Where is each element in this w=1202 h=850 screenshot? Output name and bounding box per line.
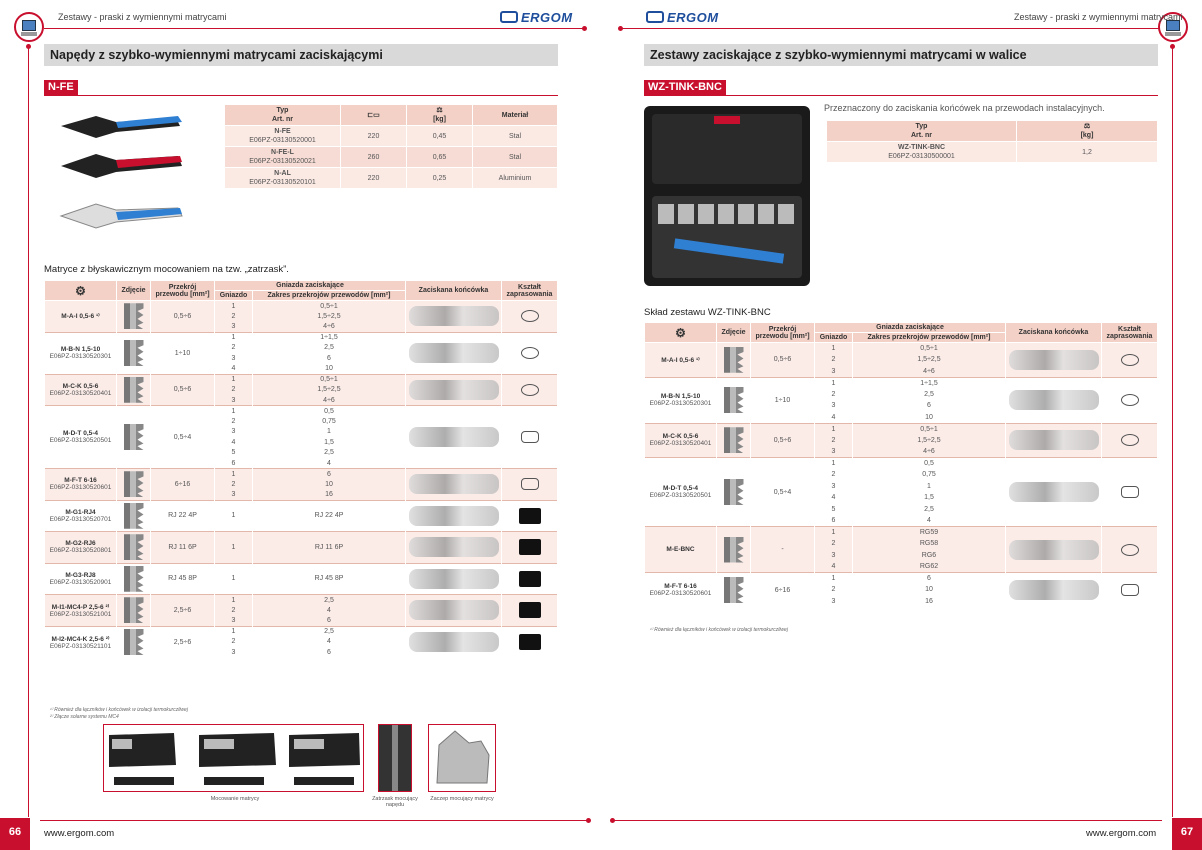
socket-number: 4 — [815, 412, 853, 424]
socket-range: 16 — [853, 596, 1006, 608]
die-section: 0,5÷6 — [151, 374, 215, 406]
table-row — [645, 527, 1158, 539]
socket-range: 0,5÷1 — [853, 423, 1006, 435]
terminal-image — [406, 332, 502, 374]
socket-number: 1 — [815, 573, 853, 585]
kit-description: Przeznaczony do zaciskania końcówek na przewodach instalacyjnych. — [824, 103, 1105, 113]
socket-range: 6 — [253, 469, 406, 480]
socket-number: 2 — [815, 469, 853, 481]
socket-range: 6 — [253, 353, 406, 364]
socket-range: 1,5÷2,5 — [853, 435, 1006, 447]
socket-range: 2,5 — [253, 595, 406, 606]
socket-range: 10 — [853, 412, 1006, 424]
die-photo — [717, 527, 751, 573]
socket-number: 2 — [815, 538, 853, 550]
dies-table-right: ⚙ Zdjęcie Przekrój przewodu [mm²] Gniazda zaciskające Zaciskana końcówka Kształt zaprasowania Gniazdo Zakres przekrojów przewodów [mm²] M-A-I 0,5-6 ¹⁾ 0,5÷6 1 0,5÷1 2 1,5÷2,5 3 4÷6 M-B-N 1,5-10 E06PZ-03130520301 1÷10 1 1÷1,5 2 2,5 3 6 4 10 M-C-K 0,5-6 E06PZ-03130520401 0,5÷6 1 0,5÷1 2 1,5÷2,5 3 4÷6 M-D-T 0,5-4 E06PZ-03130520501 0,5÷4 1 0,5 2 0,75 3 1 4 1,5 5 2,5 6 4 M-E-BNC - 1 RG59 2 RG58 3 RG6 4 RG62 M-F-T 6-16 E06PZ-03130520601 6÷16 1 6 2 10 3 16 — [644, 322, 1158, 607]
table-row — [45, 374, 558, 385]
latch-diagram — [378, 724, 412, 792]
die-photo — [117, 374, 151, 406]
die-photo — [117, 301, 151, 333]
socket-range: 1,5÷2,5 — [253, 311, 406, 322]
die-section: 0,5÷4 — [151, 406, 215, 469]
die-photo — [717, 458, 751, 527]
socket-number: 2 — [215, 416, 253, 427]
table-row: WZ-TINK-BNC E06PZ-03130500001 1,2 — [827, 142, 1158, 163]
crimp-shape-icon — [502, 595, 558, 627]
die-name: M-I2-MC4-K 2,5-6 ²⁾ E06PZ-03130521101 — [45, 626, 117, 658]
socket-range: 10 — [253, 364, 406, 375]
footer-url[interactable]: www.ergom.com — [1086, 828, 1157, 839]
die-section: 6÷16 — [751, 573, 815, 608]
socket-number: 3 — [215, 490, 253, 501]
socket-number: 2 — [815, 584, 853, 596]
die-section: 0,5÷6 — [151, 301, 215, 333]
die-icon: ⚙ — [45, 281, 117, 301]
terminal-image — [406, 374, 502, 406]
weight-icon: ⚖ — [436, 107, 443, 114]
socket-range: 0,5÷1 — [853, 343, 1006, 355]
crimp-shape-icon — [1102, 573, 1158, 608]
product-tag: N-FE — [44, 80, 78, 95]
page-title: Zestawy zaciskające z szybko-wymiennymi matrycami w walice — [644, 44, 1158, 66]
page-number: 66 — [0, 818, 30, 850]
crimp-shape-icon — [502, 469, 558, 501]
socket-number: 3 — [215, 427, 253, 438]
die-photo — [117, 469, 151, 501]
computer-icon — [14, 12, 44, 42]
die-name: M-F-T 6-16 E06PZ-03130520601 — [45, 469, 117, 501]
caption-latch: Zatrzask mocujący napędu — [372, 796, 418, 808]
socket-number: 1 — [215, 374, 253, 385]
die-section: 0,5÷4 — [751, 458, 815, 527]
socket-number: 4 — [815, 561, 853, 573]
table-row — [45, 532, 558, 564]
socket-number: 1 — [215, 406, 253, 417]
terminal-image — [406, 406, 502, 469]
socket-range: 4÷6 — [253, 395, 406, 406]
crimp-shape-icon — [502, 332, 558, 374]
socket-range: RG6 — [853, 550, 1006, 562]
die-photo — [117, 406, 151, 469]
socket-range: 4 — [853, 515, 1006, 527]
socket-number: 2 — [815, 354, 853, 366]
socket-number: 2 — [815, 389, 853, 401]
socket-number: 1 — [815, 527, 853, 539]
socket-number: 1 — [215, 469, 253, 480]
socket-range: 4 — [253, 605, 406, 616]
terminal-image — [1006, 527, 1102, 573]
socket-number: 3 — [815, 550, 853, 562]
terminal-image — [406, 301, 502, 333]
socket-range: 1÷1,5 — [853, 377, 1006, 389]
socket-range: 1÷1,5 — [253, 332, 406, 343]
terminal-image — [1006, 573, 1102, 608]
caption-mount: Mocowanie matrycy — [210, 796, 260, 802]
die-name: M-B-N 1,5-10 E06PZ-03130520301 — [645, 377, 717, 423]
crimp-shape-icon — [1102, 527, 1158, 573]
socket-range: 2,5 — [853, 389, 1006, 401]
socket-range: 10 — [853, 584, 1006, 596]
socket-range: 0,75 — [853, 469, 1006, 481]
die-name: M-G3-RJ8 E06PZ-03130520901 — [45, 563, 117, 595]
weight-icon: ⚖ — [1083, 123, 1091, 130]
socket-number: 2 — [215, 637, 253, 648]
socket-number: 4 — [215, 364, 253, 375]
socket-range: 1,5÷2,5 — [253, 385, 406, 396]
ergom-logo: ERGOM — [646, 10, 719, 25]
socket-range: 0,5÷1 — [253, 301, 406, 312]
crimp-shape-icon — [1102, 343, 1158, 378]
table-row — [645, 377, 1158, 389]
socket-number: 6 — [815, 515, 853, 527]
terminal-image — [406, 469, 502, 501]
die-name: M-A-I 0,5-6 ¹⁾ — [45, 301, 117, 333]
socket-number: 3 — [215, 647, 253, 658]
table-row — [645, 573, 1158, 585]
die-section: 2,5÷6 — [151, 626, 215, 658]
socket-range: 2,5 — [253, 626, 406, 637]
die-section: RJ 45 8P — [151, 563, 215, 595]
die-name: M-D-T 0,5-4 E06PZ-03130520501 — [45, 406, 117, 469]
terminal-image — [1006, 458, 1102, 527]
socket-range: 1 — [253, 427, 406, 438]
socket-range: 4÷6 — [853, 446, 1006, 458]
socket-number: 1 — [815, 343, 853, 355]
terminal-image — [406, 500, 502, 532]
die-name: M-F-T 6-16 E06PZ-03130520601 — [645, 573, 717, 608]
socket-range: 4 — [253, 637, 406, 648]
table-row — [45, 332, 558, 343]
footnote-2: ²⁾ Złącze solarne systemu MC4 — [50, 714, 119, 720]
table-row: N-AL E06PZ-03130520101 220 0,25 Aluminium — [225, 168, 558, 189]
socket-number: 2 — [215, 343, 253, 354]
footer-url[interactable]: www.ergom.com — [44, 828, 115, 839]
page-title: Napędy z szybko-wymiennymi matrycami zaciskającymi — [44, 44, 558, 66]
die-photo — [117, 332, 151, 374]
socket-number: 1 — [215, 332, 253, 343]
header-text: Zestawy - praski z wymiennymi matrycami — [1014, 12, 1183, 22]
socket-number: 2 — [215, 605, 253, 616]
socket-number: 3 — [815, 446, 853, 458]
crimp-shape-icon — [502, 374, 558, 406]
die-name: M-G1-RJ4 E06PZ-03130520701 — [45, 500, 117, 532]
die-photo — [717, 573, 751, 608]
socket-range: RG62 — [853, 561, 1006, 573]
socket-range: 0,75 — [253, 416, 406, 427]
die-name: M-B-N 1,5-10 E06PZ-03130520301 — [45, 332, 117, 374]
socket-range: RJ 22 4P — [253, 500, 406, 532]
dies-subtitle: Matryce z błyskawicznym mocowaniem na tzw. „zatrzask”. — [44, 264, 289, 275]
table-row — [645, 458, 1158, 470]
socket-range: RG59 — [853, 527, 1006, 539]
die-section: 0,5÷6 — [751, 343, 815, 378]
die-photo — [717, 377, 751, 423]
socket-number: 3 — [815, 400, 853, 412]
die-section: RJ 11 6P — [151, 532, 215, 564]
socket-number: 2 — [815, 435, 853, 447]
socket-number: 2 — [215, 479, 253, 490]
pliers-n-al — [61, 204, 182, 228]
die-photo — [117, 532, 151, 564]
hook-diagram — [428, 724, 496, 792]
socket-number: 6 — [215, 458, 253, 469]
die-photo — [117, 595, 151, 627]
socket-range: 6 — [853, 400, 1006, 412]
die-icon: ⚙ — [645, 323, 717, 343]
die-section: 2,5÷6 — [151, 595, 215, 627]
die-name: M-E-BNC — [645, 527, 717, 573]
socket-number: 1 — [215, 532, 253, 564]
socket-number: 1 — [815, 377, 853, 389]
socket-range: RJ 45 8P — [253, 563, 406, 595]
crimp-shape-icon — [502, 563, 558, 595]
table-row: N-FE-L E06PZ-03130520021 260 0,65 Stal — [225, 147, 558, 168]
socket-number: 1 — [815, 458, 853, 470]
terminal-image — [1006, 423, 1102, 458]
socket-number: 1 — [215, 626, 253, 637]
die-photo — [717, 423, 751, 458]
table-row — [45, 500, 558, 532]
socket-range: 0,5 — [253, 406, 406, 417]
table-row — [45, 469, 558, 480]
table-row: N-FE E06PZ-03130520001 220 0,45 Stal — [225, 126, 558, 147]
socket-number: 3 — [815, 481, 853, 493]
socket-range: 2,5 — [853, 504, 1006, 516]
terminal-image — [1006, 343, 1102, 378]
kit-subtitle: Skład zestawu WZ-TINK-BNC — [644, 307, 771, 318]
length-icon: ⊏▭ — [341, 105, 407, 126]
terminal-image — [406, 595, 502, 627]
footer-rule — [40, 820, 590, 821]
table-row — [645, 423, 1158, 435]
die-name: M-A-I 0,5-6 ¹⁾ — [645, 343, 717, 378]
socket-range: RJ 11 6P — [253, 532, 406, 564]
socket-number: 4 — [215, 437, 253, 448]
terminal-image — [1006, 377, 1102, 423]
die-photo — [717, 343, 751, 378]
header-text: Zestawy - praski z wymiennymi matrycami — [58, 12, 227, 22]
die-mount-diagram — [103, 724, 364, 792]
socket-range: 4÷6 — [253, 322, 406, 333]
socket-number: 3 — [215, 322, 253, 333]
die-section: - — [751, 527, 815, 573]
crimp-shape-icon — [502, 500, 558, 532]
socket-number: 1 — [215, 500, 253, 532]
die-name: M-C-K 0,5-6 E06PZ-03130520401 — [645, 423, 717, 458]
socket-range: 1,5 — [253, 437, 406, 448]
table-row — [45, 626, 558, 637]
ergom-logo: ERGOM — [500, 10, 573, 25]
die-photo — [117, 500, 151, 532]
crimp-shape-icon — [502, 301, 558, 333]
terminal-image — [406, 563, 502, 595]
crimp-shape-icon — [1102, 423, 1158, 458]
table-row — [45, 406, 558, 417]
caption-hook: Zaczep mocujący matrycy — [430, 796, 494, 802]
crimp-shape-icon — [1102, 377, 1158, 423]
die-name: M-I1-MC4-P 2,5-6 ²⁾ E06PZ-03130521001 — [45, 595, 117, 627]
die-section: RJ 22 4P — [151, 500, 215, 532]
page-number: 67 — [1172, 818, 1202, 850]
crimp-shape-icon — [1102, 458, 1158, 527]
socket-number: 1 — [215, 301, 253, 312]
socket-range: 4 — [253, 458, 406, 469]
product-tag: WZ-TINK-BNC — [644, 80, 726, 95]
header-rule — [44, 28, 584, 29]
table-row — [45, 563, 558, 595]
spec-table-n-fe: Typ Art. nr ⊏▭ ⚖ [kg] Materiał N-FE E06PZ-03130520001 220 0,45 Stal N-FE-L E06PZ-03130520021 260 0,65 Stal N-AL E06PZ-03130520101 220 0,25 Aluminium — [224, 104, 558, 189]
socket-range: 2,5 — [253, 343, 406, 354]
socket-number: 3 — [815, 596, 853, 608]
dies-table-left: ⚙ Zdjęcie Przekrój przewodu [mm²] Gniazda zaciskające Zaciskana końcówka Kształt zaprasowania Gniazdo Zakres przekrojów przewodów [mm²] M-A-I 0,5-6 ¹⁾ 0,5÷6 1 0,5÷1 2 1,5÷2,5 3 4÷6 M-B-N 1,5-10 E06PZ-03130520301 1÷10 1 1÷1,5 2 2,5 3 6 4 10 M-C-K 0,5-6 E06PZ-03130520401 0,5÷6 1 0,5÷1 2 1,5÷2,5 3 4÷6 M-D-T 0,5-4 E06PZ-03130520501 0,5÷4 1 0,5 2 0,75 3 1 4 1,5 5 2,5 6 4 M-F-T 6-16 E06PZ-03130520601 6÷16 1 6 2 10 3 16 M-G1-RJ4 E06PZ-03130520701 RJ 22 4P 1 RJ 22 4P M-G2-RJ6 E06PZ-03130520801 RJ 11 6P 1 RJ 11 6P M-G3-RJ8 E06PZ-03130520901 RJ 45 8P 1 RJ 45 8P M-I1-MC4-P 2,5-6 ²⁾ E06PZ-03130521001 2,5÷6 1 2,5 2 4 3 6 M-I2-MC4-K 2,5-6 ²⁾ E06PZ-03130521101 2,5÷6 1 2,5 2 4 3 6 — [44, 280, 558, 658]
socket-range: 6 — [253, 647, 406, 658]
socket-number: 3 — [215, 353, 253, 364]
socket-range: 4÷6 — [853, 366, 1006, 378]
crimp-shape-icon — [502, 626, 558, 658]
die-section: 1÷10 — [751, 377, 815, 423]
socket-number: 2 — [215, 311, 253, 322]
socket-range: 1,5÷2,5 — [853, 354, 1006, 366]
socket-number: 2 — [215, 385, 253, 396]
socket-number: 3 — [215, 395, 253, 406]
terminal-image — [406, 626, 502, 658]
die-photo — [117, 626, 151, 658]
spec-table-kit: Typ Art. nr ⚖ [kg] WZ-TINK-BNC E06PZ-03130500001 1,2 — [826, 120, 1158, 163]
socket-range: 6 — [853, 573, 1006, 585]
socket-number: 1 — [215, 595, 253, 606]
die-photo — [117, 563, 151, 595]
crimp-shape-icon — [502, 532, 558, 564]
socket-range: 16 — [253, 490, 406, 501]
socket-number: 5 — [815, 504, 853, 516]
socket-number: 3 — [815, 366, 853, 378]
pliers-n-fe — [61, 116, 182, 138]
socket-number: 5 — [215, 448, 253, 459]
die-name: M-D-T 0,5-4 E06PZ-03130520501 — [645, 458, 717, 527]
footnote-1: ¹⁾ Również dla łączników i końcówek w izolacji termokurczliwej — [650, 627, 788, 633]
table-row — [45, 301, 558, 312]
die-name: M-C-K 0,5-6 E06PZ-03130520401 — [45, 374, 117, 406]
die-section: 1÷10 — [151, 332, 215, 374]
socket-range: 0,5÷1 — [253, 374, 406, 385]
die-section: 6÷16 — [151, 469, 215, 501]
socket-number: 1 — [815, 423, 853, 435]
crimp-shape-icon — [502, 406, 558, 469]
table-row — [645, 343, 1158, 355]
socket-range: 10 — [253, 479, 406, 490]
table-row — [45, 595, 558, 606]
socket-range: 6 — [253, 616, 406, 627]
crimping-pliers-photo — [56, 104, 186, 244]
socket-range: 1 — [853, 481, 1006, 493]
socket-range: 2,5 — [253, 448, 406, 459]
socket-range: 0,5 — [853, 458, 1006, 470]
footnote-1: ¹⁾ Również dla łączników i końcówek w izolacji termokurczliwej — [50, 707, 188, 713]
die-section: 0,5÷6 — [751, 423, 815, 458]
socket-range: 1,5 — [853, 492, 1006, 504]
die-name: M-G2-RJ6 E06PZ-03130520801 — [45, 532, 117, 564]
socket-range: RG58 — [853, 538, 1006, 550]
pliers-n-fe-l — [61, 154, 182, 178]
socket-number: 1 — [215, 563, 253, 595]
socket-number: 4 — [815, 492, 853, 504]
terminal-image — [406, 532, 502, 564]
kit-case-photo — [644, 106, 810, 286]
socket-number: 3 — [215, 616, 253, 627]
